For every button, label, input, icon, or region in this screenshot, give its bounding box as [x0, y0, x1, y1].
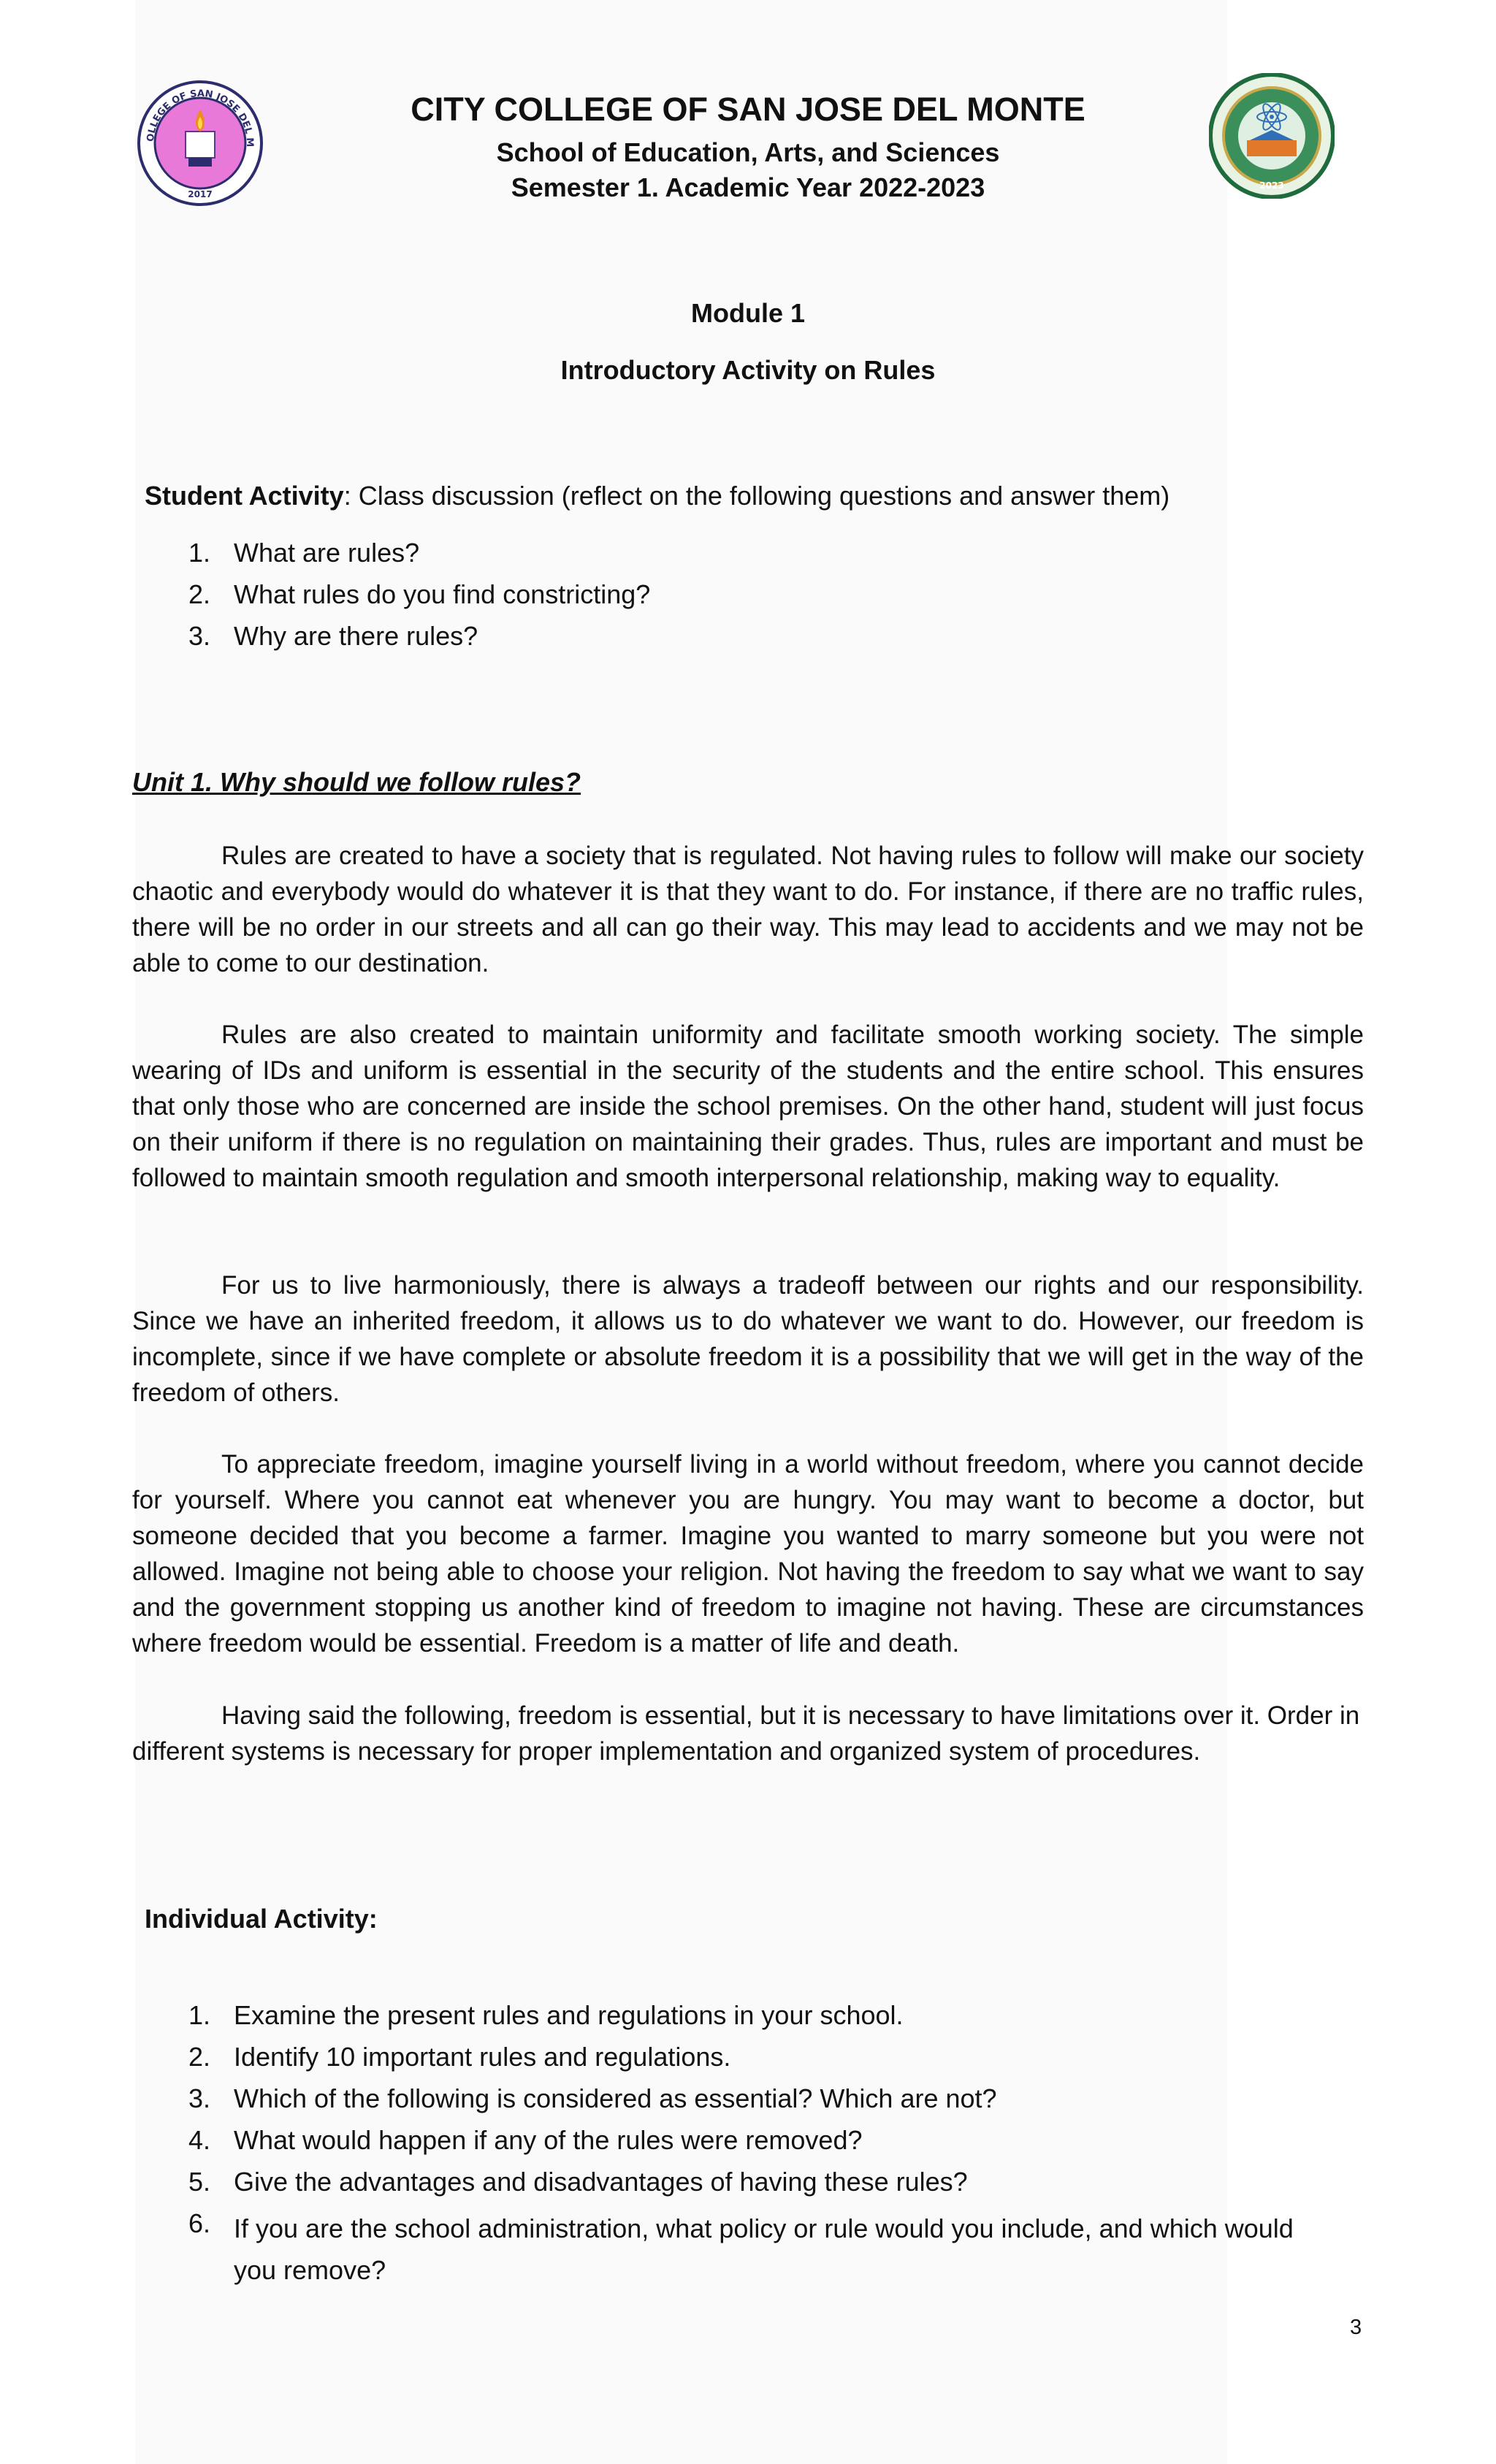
list-item: [145, 2208, 1329, 2292]
list-item: [145, 579, 650, 620]
list-number: 6.: [188, 2208, 211, 2238]
list-item-text: What would happen if any of the rules were removed?: [234, 2125, 863, 2155]
module-title: Module 1: [690, 298, 805, 328]
list-number: 1.: [188, 2000, 211, 2030]
paragraph: Rules are created to have a society that is regulated. Not having rules to follow will make our society chaotic and everybody would do whatever it is that they want to do. For instance, if there are no traffic rules, there will be no order in our streets and all can go their way. This may lead to accidents and we may not be able to come to our destination.: [132, 842, 1364, 977]
student-activity-label: Student Activity: [145, 481, 344, 511]
student-activity-line: [145, 481, 1169, 511]
module-subtitle: Introductory Activity on Rules: [560, 355, 936, 385]
svg-text:CITY COLLEGE OF SAN JOSE DEL M: OLLEGE OF SAN JOSE DEL M: [145, 88, 256, 148]
list-number: 3.: [188, 621, 211, 651]
list-number: 1.: [188, 538, 211, 568]
svg-text:2017: 2017: [188, 189, 213, 199]
list-item: [145, 2166, 1329, 2208]
list-item: [145, 537, 650, 579]
paragraph: Having said the following, freedom is essential, but it is necessary to have limitations over it. Order in different systems is necessary for proper implementation and organized system of procedures.: [132, 1701, 1360, 1766]
list-item-text: What are rules?: [234, 538, 420, 568]
individual-activity-list: [145, 1999, 1329, 2292]
page-number: 3: [1350, 2316, 1362, 2339]
list-item-text: What rules do you find constricting?: [234, 579, 651, 609]
list-item-text: Identify 10 important rules and regulations.: [234, 2042, 731, 2072]
individual-activity-title: Individual Activity:: [145, 1904, 378, 1934]
list-item: [145, 2041, 1329, 2083]
list-number: 3.: [188, 2083, 211, 2113]
paragraph: Rules are also created to maintain uniformity and facilitate smooth working society. The simple wearing of IDs and uniform is essential in the security of the students and the entire school. This ensures that only those who are concerned are inside the school premises. On the other hand, student will just focus on their uniform if there is no regulation on maintaining their grades. Thus, rules are important and must be followed to maintain smooth regulation and smooth interpersonal relationship, making way to equality.: [132, 1021, 1364, 1192]
student-activity-text: : Class discussion (reflect on the following questions and answer them): [343, 481, 1170, 511]
list-item: [145, 620, 650, 662]
list-number: 2.: [188, 2042, 211, 2072]
list-item-text: If you are the school administration, what policy or rule would you include, and which would you remove?: [234, 2213, 1294, 2285]
list-number: 4.: [188, 2125, 211, 2155]
list-item-text: Give the advantages and disadvantages of having these rules?: [234, 2167, 968, 2197]
list-item-text: Which of the following is considered as essential? Which are not?: [234, 2083, 997, 2113]
semester-line: Semester 1. Academic Year 2022-2023: [511, 172, 985, 202]
svg-text:2023: 2023: [1259, 180, 1284, 191]
list-item: [145, 2083, 1329, 2124]
list-item-text: Examine the present rules and regulations in your school.: [234, 2000, 904, 2030]
paragraph: To appreciate freedom, imagine yourself living in a world without freedom, where you cannot decide for yourself. Where you cannot eat whenever you are hungry. You may want to become a doctor, but someone decided that you become a farmer. Imagine you wanted to marry someone but you were not allowed. Imagine not being able to choose your religion. Not having the freedom to say what we want to say and the government stopping us another kind of freedom to imagine not having. These are circumstances where freedom would be essential. Freedom is a matter of life and death.: [132, 1450, 1364, 1658]
student-activity-questions: [145, 537, 650, 662]
list-number: 5.: [188, 2167, 211, 2197]
list-item: [145, 2124, 1329, 2166]
list-item: [145, 1999, 1329, 2041]
list-item-text: Why are there rules?: [234, 621, 478, 651]
list-number: 2.: [188, 579, 211, 609]
school-name: School of Education, Arts, and Sciences: [496, 137, 1000, 167]
institution-title: CITY COLLEGE OF SAN JOSE DEL MONTE: [411, 91, 1085, 128]
unit-title: Unit 1. Why should we follow rules?: [132, 767, 581, 797]
paragraph: For us to live harmoniously, there is always a tradeoff between our rights and our responsibility. Since we have an inherited freedom, it allows us to do whatever we want to do. However, our freedom is incomplete, since if we have complete or absolute freedom it is a possibility that we will get in the way of the freedom of others.: [132, 1271, 1364, 1407]
